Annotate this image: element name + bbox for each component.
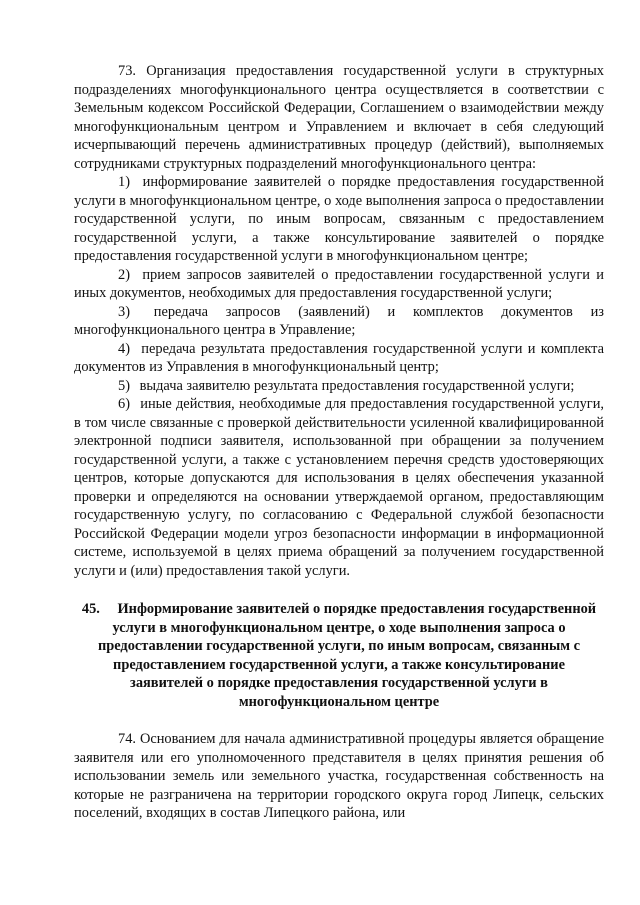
list-item-number: 5) xyxy=(118,377,130,394)
list-item-text: передача запросов (заявлений) и комплектов документов из многофункционального центра в Управление; xyxy=(74,303,604,338)
list-item-number: 6) xyxy=(118,396,130,412)
list-item xyxy=(74,377,604,396)
paragraph-number: 73. xyxy=(118,63,136,79)
section-title: Информирование заявителей о порядке предоставления государственной услуги в многофункциональном центре, о ходе выполнения запроса о предоставлении государственной услуги, по иным вопросам, связанным с предоставлением государственной услуги, а также консультирование заявителей о порядке предоставления государственной услуги в многофункциональном центре xyxy=(97,601,597,710)
paragraph-74 xyxy=(74,730,604,823)
list-item-number: 2) xyxy=(118,266,130,283)
list-item-text: передача результата предоставления государственной услуги и комплекта документов из Управления в многофункциональный центр; xyxy=(74,340,604,375)
list-item-number: 1) xyxy=(118,174,130,190)
list-item-number: 3) xyxy=(118,303,130,320)
list-item xyxy=(74,395,604,580)
list-item-text: выдача заявителю результата предоставления государственной услуги; xyxy=(139,377,575,394)
paragraph-text: Основанием для начала административной процедуры является обращение заявителя или его уполномоченного представителя в целях принятия решения об использовании земель или земельного участка, государственная собственность на которые не разграничена на территории городского округа город Липецк, сельских поселений, входящих в состав Липецкого района, или xyxy=(74,731,604,821)
section-heading xyxy=(74,600,604,711)
paragraph-number: 74. xyxy=(118,731,136,747)
paragraph-text: Организация предоставления государственной услуги в структурных подразделениях многофункционального центра осуществляется в соответствии с Земельным кодексом Российской Федерации, Соглашением о взаимодействии между многофункциональным центром и Управлением и включает в себя следующий исчерпывающий перечень административных процедур (действий), выполняемых сотрудниками структурных подразделений многофункционального центра: xyxy=(74,63,604,172)
list-item-number: 4) xyxy=(118,340,130,357)
list-item-text: иные действия, необходимые для предоставления государственной услуги, в том числе связанные с проверкой действительности усиленной квалифицированной электронной подписи заявителя, использованной при обращении за получением государственной услуги, а также с установлением перечня средств удостоверяющих центров, которые допускаются для использования в целях обеспечения указанной проверки и определяются на основании утверждаемой органом, предоставляющим государственную услугу, по согласованию с Федеральной службой безопасности Российской Федерации модели угроз безопасности информации в информационной системе, используемой в целях приема обращений за получением государственной услуги и (или) предоставления такой услуги. xyxy=(74,396,604,579)
paragraph-73 xyxy=(74,62,604,173)
list-item-text: прием запросов заявителей о предоставлении государственной услуги и иных документов, необходимых для предоставления государственной услуги; xyxy=(74,266,604,301)
section-number: 45. xyxy=(81,601,100,617)
spacer xyxy=(74,711,604,730)
list-item xyxy=(74,173,604,266)
list-item xyxy=(74,340,604,377)
list-item-text: информирование заявителей о порядке предоставления государственной услуги в многофункциональном центре, о ходе выполнения запроса о предоставлении государственной услуги, по иным вопросам, связанным с предоставлением государственной услуги, а также консультирование заявителей о порядке предоставления государственной услуги в многофункциональном центре; xyxy=(74,174,604,264)
document-page xyxy=(74,62,604,823)
list-item xyxy=(74,303,604,340)
list-item xyxy=(74,266,604,303)
